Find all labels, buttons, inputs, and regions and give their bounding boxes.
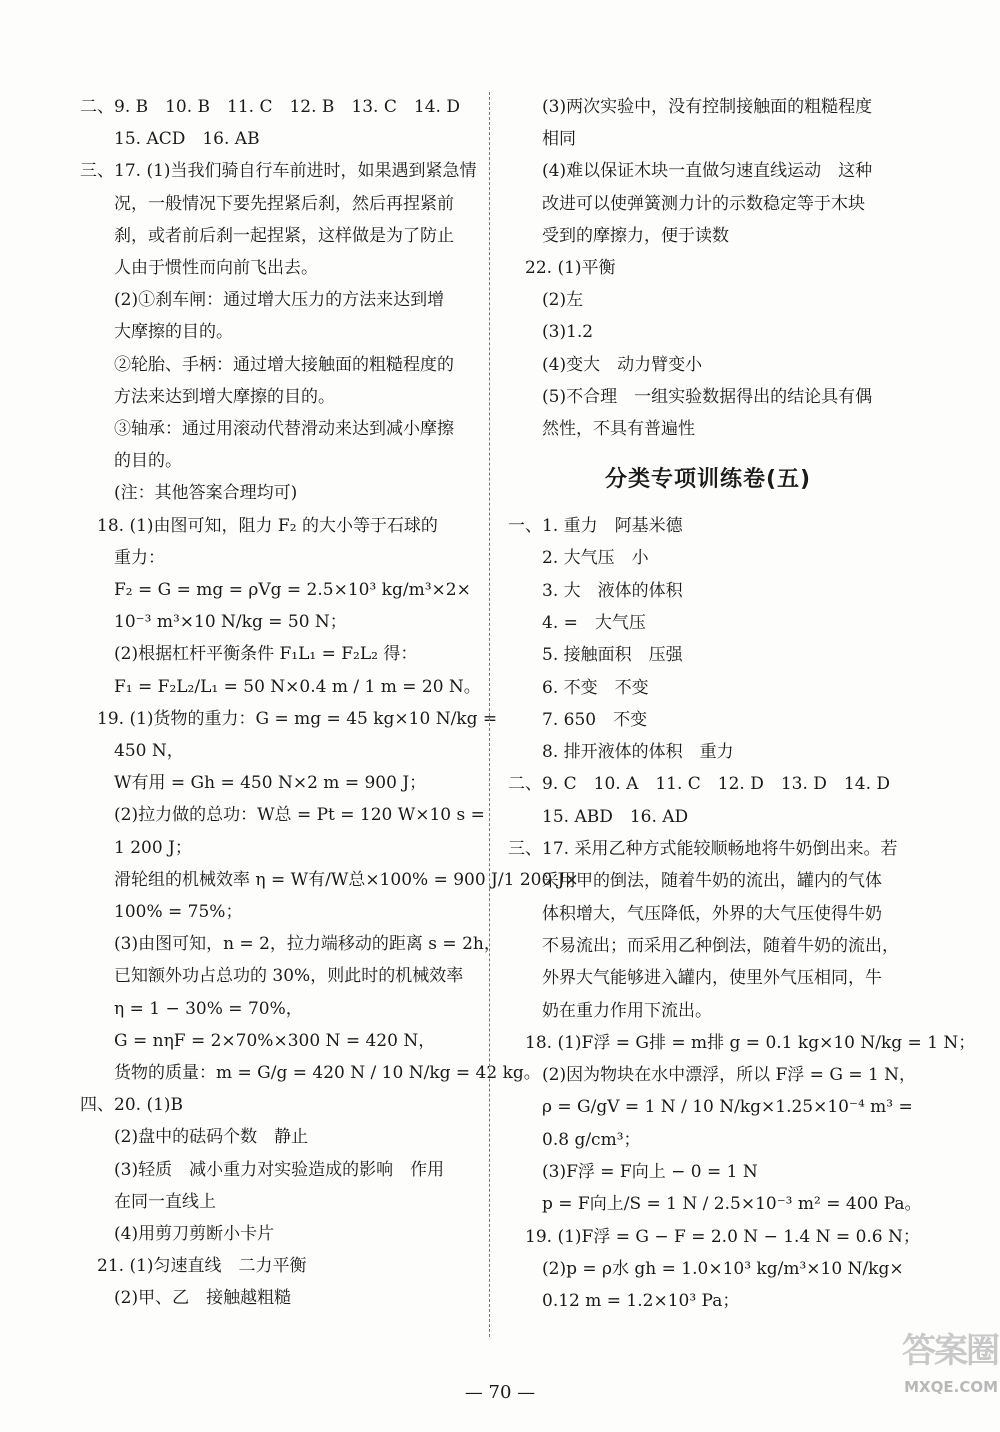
text-line: (4)用剪刀剪断小卡片 xyxy=(80,1224,275,1244)
text-line: 8. 排开液体的体积 重力 xyxy=(508,742,734,763)
text-line: 改进可以使弹簧测力计的示数稳定等于木块 xyxy=(508,193,865,214)
text-line: 3. 大 液体的体积 xyxy=(508,580,683,601)
text-line: F₂ = G = mg = ρVg = 2.5×10³ kg/m³×2× xyxy=(80,580,471,600)
text-line: 在同一直线上 xyxy=(80,1191,216,1212)
text-line: 采用甲的倒法，随着牛奶的流出，罐内的气体 xyxy=(508,871,882,892)
text-line: 不易流出；而采用乙种倒法，随着牛奶的流出， xyxy=(508,935,899,956)
text-line: 21. (1)匀速直线 二力平衡 xyxy=(80,1256,307,1277)
text-line: 三、17. 采用乙种方式能较顺畅地将牛奶倒出来。若 xyxy=(508,839,898,859)
text-line: 二、9. C 10. A 11. C 12. D 13. D 14. D xyxy=(508,774,891,795)
text-line: (3)F浮 = F向上 − 0 = 1 N xyxy=(508,1162,758,1182)
text-line: 滑轮组的机械效率 η = W有/W总×100% = 900 J/1 200 J× xyxy=(80,869,579,890)
text-line: 6. 不变 不变 xyxy=(508,677,649,698)
text-line: (3)1.2 xyxy=(508,322,594,343)
text-line: 4. = 大气压 xyxy=(508,612,646,633)
text-line: 大摩擦的目的。 xyxy=(80,322,233,343)
section-title: 分类专项训练卷(五) xyxy=(604,467,812,492)
text-line: (2)甲、乙 接触越粗糙 xyxy=(80,1288,292,1309)
text-line: 450 N， xyxy=(80,741,184,761)
text-line: 2. 大气压 小 xyxy=(508,548,649,569)
text-line: 二、9. B 10. B 11. C 12. B 13. C 14. D xyxy=(80,97,460,117)
text-line: (4)难以保证木块一直做匀速直线运动 这种 xyxy=(508,161,873,182)
column-divider xyxy=(489,92,490,1337)
text-line: 况，一般情况下要先捏紧后刹，然后再捏紧前 xyxy=(80,193,454,214)
text-line: 的目的。 xyxy=(80,451,182,472)
text-line: 刹，或者前后刹一起捏紧，这样做是为了防止 xyxy=(80,225,454,246)
text-line: 相同 xyxy=(508,129,576,150)
watermark-logo xyxy=(888,1330,998,1425)
text-line: 10⁻³ m³×10 N/kg = 50 N； xyxy=(80,612,347,633)
text-line: 0.12 m = 1.2×10³ Pa； xyxy=(508,1291,740,1312)
text-line: 0.8 g/cm³； xyxy=(508,1129,641,1150)
text-line: 19. (1)货物的重力：G = mg = 45 kg×10 N/kg = xyxy=(80,708,498,729)
text-line: 一、1. 重力 阿基米德 xyxy=(508,516,683,536)
text-line: G = nηF = 2×70%×300 N = 420 N， xyxy=(80,1030,436,1051)
text-line: 三、17. (1)当我们骑自行车前进时，如果遇到紧急情 xyxy=(80,161,477,182)
text-line: 方法来达到增大摩擦的目的。 xyxy=(80,386,335,407)
text-line: 7. 650 不变 xyxy=(508,709,648,730)
text-line: (2)左 xyxy=(508,290,584,311)
text-line: (5)不合理 一组实验数据得出的结论具有偶 xyxy=(508,386,873,407)
text-line: η = 1 − 30% = 70%， xyxy=(80,998,303,1019)
text-line: 货物的质量：m = G/g = 420 N / 10 N/kg = 42 kg。 xyxy=(80,1063,541,1083)
text-line: 人由于惯性而向前飞出去。 xyxy=(80,258,318,278)
text-line: 奶在重力作用下流出。 xyxy=(508,1000,712,1021)
text-line: ③轴承：通过用滚动代替滑动来达到减小摩擦 xyxy=(80,419,454,439)
text-line: 18. (1)由图可知，阻力 F₂ 的大小等于石球的 xyxy=(80,515,438,536)
text-line: (4)变大 动力臂变小 xyxy=(508,354,703,375)
text-line: (2)p = ρ水 gh = 1.0×10³ kg/m³×10 N/kg× xyxy=(508,1258,904,1279)
text-line: ρ = G/gV = 1 N / 10 N/kg×1.25×10⁻⁴ m³ = xyxy=(508,1097,913,1118)
text-line: 15. ACD 16. AB xyxy=(80,129,260,150)
text-line: 然性，不具有普遍性 xyxy=(508,419,695,439)
text-line: 已知额外功占总功的 30%，则此时的机械效率 xyxy=(80,966,464,987)
watermark-logo-text: 答案圈 xyxy=(902,1331,998,1371)
text-line: (2)因为物块在水中漂浮，所以 F浮 = G = 1 N， xyxy=(508,1065,917,1086)
page-number: — 70 — xyxy=(464,1382,536,1403)
text-line: 受到的摩擦力，便于读数 xyxy=(508,225,729,246)
text-line: (2)拉力做的总功：W总 = Pt = 120 W×10 s = xyxy=(80,805,485,826)
text-line: 18. (1)F浮 = G排 = m排 g = 0.1 kg×10 N/kg = 1 N； xyxy=(508,1032,976,1053)
text-line: (3)两次实验中，没有控制接触面的粗糙程度 xyxy=(508,97,873,117)
text-line: (3)轻质 减小重力对实验造成的影响 作用 xyxy=(80,1159,445,1180)
text-line: (2)盘中的砝码个数 静止 xyxy=(80,1127,309,1148)
text-line: 1 200 J； xyxy=(80,837,192,858)
text-line: 15. ABD 16. AD xyxy=(508,806,689,827)
text-line: (3)由图可知，n = 2，拉力端移动的距离 s = 2h， xyxy=(80,934,501,955)
watermark-url: MXQE.COM xyxy=(904,1378,998,1396)
text-line: 22. (1)平衡 xyxy=(508,258,616,278)
text-line: 5. 接触面积 压强 xyxy=(508,645,683,666)
text-line: 100% = 75%； xyxy=(80,902,243,922)
text-line: 重力： xyxy=(80,547,165,568)
text-line: ②轮胎、手柄：通过增大接触面的粗糙程度的 xyxy=(80,354,454,375)
text-line: 体积增大，气压降低，外界的大气压使得牛奶 xyxy=(508,903,882,924)
text-line: (注：其他答案合理均可) xyxy=(80,483,298,504)
text-line: p = F向上/S = 1 N / 2.5×10⁻³ m² = 400 Pa。 xyxy=(508,1194,922,1215)
text-line: W有用 = Gh = 450 N×2 m = 900 J； xyxy=(80,773,427,794)
text-line: 四、20. (1)B xyxy=(80,1095,184,1116)
text-line: 19. (1)F浮 = G − F = 2.0 N − 1.4 N = 0.6 N； xyxy=(508,1226,920,1247)
text-line: (2)①刹车闸：通过增大压力的方法来达到增 xyxy=(80,290,445,311)
text-line: F₁ = F₂L₂/L₁ = 50 N×0.4 m / 1 m = 20 N。 xyxy=(80,676,481,697)
text-line: (2)根据杠杆平衡条件 F₁L₁ = F₂L₂ 得： xyxy=(80,644,418,665)
text-line: 外界大气能够进入罐内，使里外气压相同，牛 xyxy=(508,968,882,989)
